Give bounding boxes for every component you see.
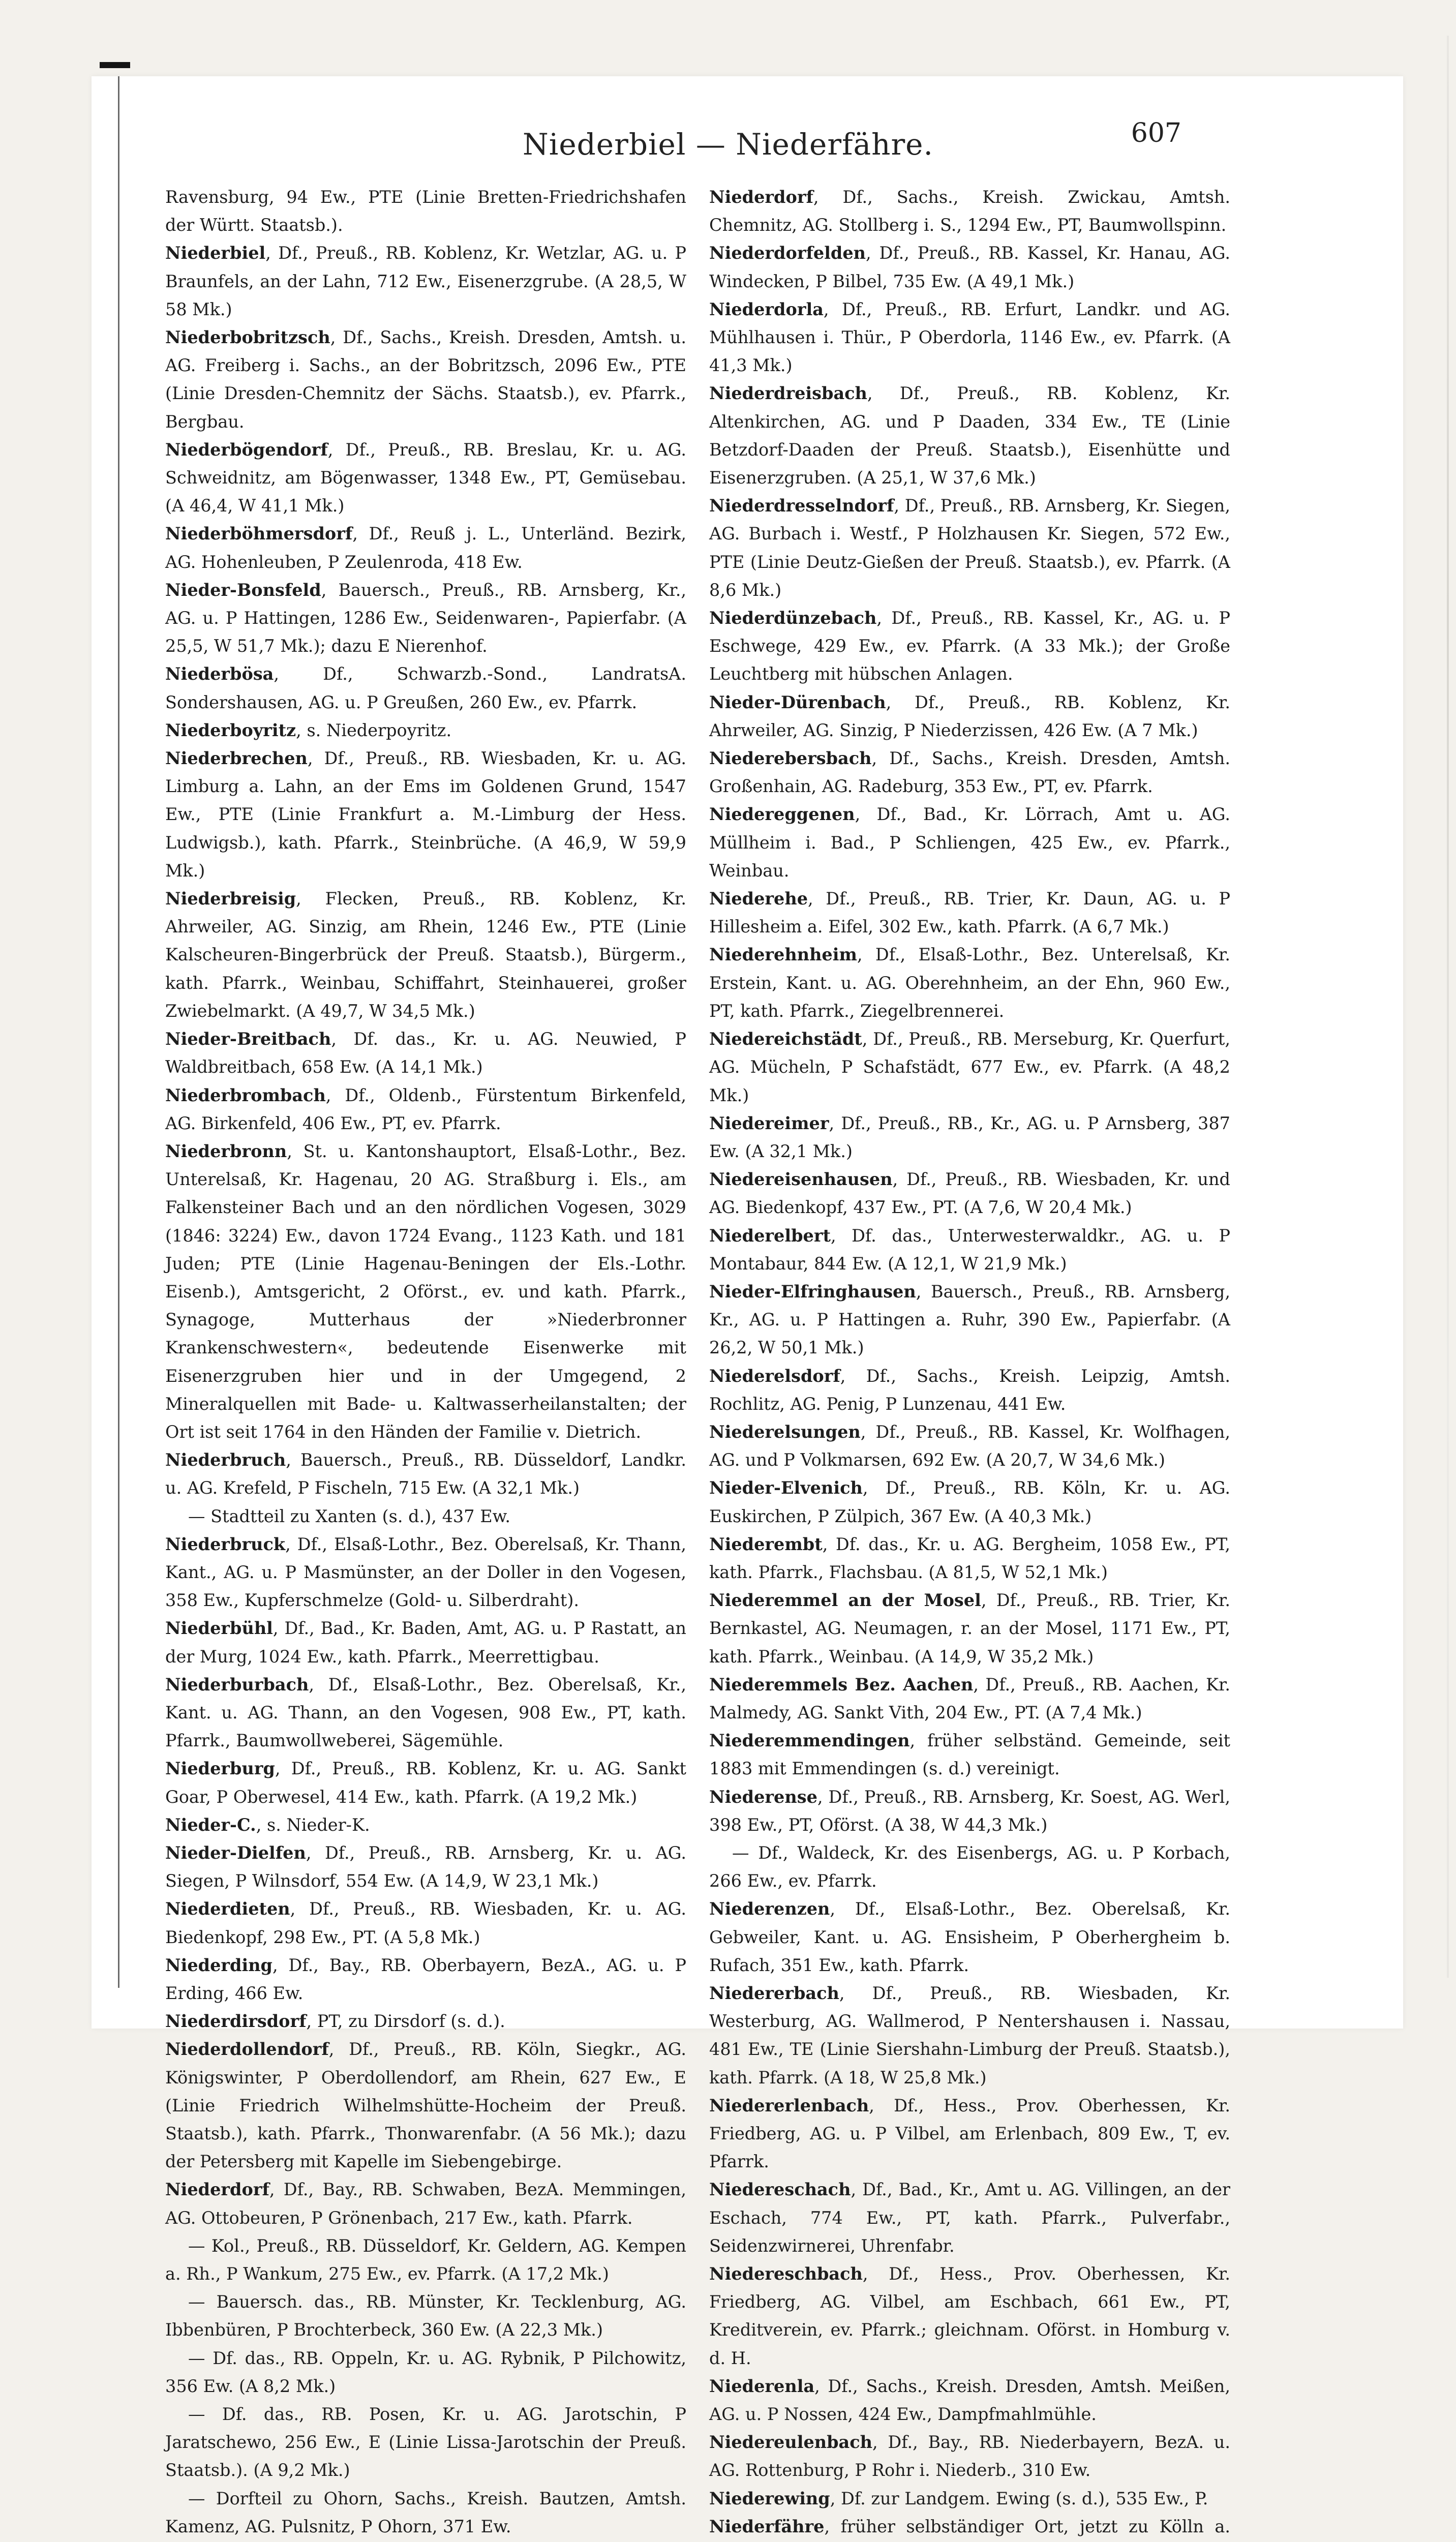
entry-text: , Df., Bad., Kr. Baden, Amt, AG. u. P Rastatt, an der Murg, 1024 Ew., kath. Pfarrk., Meerrettigbau. <box>165 1618 686 1667</box>
lexicon-entry <box>165 2007 686 2035</box>
entry-headword: Niederemmels Bez. Aachen <box>709 1674 974 1694</box>
entry-headword: Niederdorf <box>165 2180 269 2200</box>
entry-headword: Niederdünzebach <box>709 608 877 628</box>
entry-headword: Niederding <box>165 1955 272 1975</box>
entry-text: , Df., Elsaß-Lothr., Bez. Oberelsaß, Kr. Gebweiler, Kant. u. AG. Ensisheim, P Oberhergheim b. Rufach, 351 Ew., kath. Pfarrk. <box>709 1899 1230 1975</box>
entry-headword: Nieder-Dielfen <box>165 1842 306 1863</box>
lexicon-entry <box>709 2485 1230 2513</box>
lexicon-entry <box>165 1951 686 2007</box>
entry-headword: Nieder-Dürenbach <box>709 692 886 712</box>
entry-text: , s. Niederpoyritz. <box>296 720 452 740</box>
entry-text: , früher selbständiger Ort, jetzt zu Kölln a. <box>824 2516 1230 2536</box>
entry-text: , Df., Sachs., Kreish. Zwickau, Amtsh. Chemnitz, AG. Stollberg i. S., 1294 Ew., PT, Baumwollspinn. <box>709 187 1230 235</box>
entry-headword: Niederburbach <box>165 1674 309 1694</box>
lexicon-entry <box>709 2260 1230 2372</box>
lexicon-entry <box>165 1671 686 1755</box>
entry-text: , Df., Bad., Kr. Lörrach, Amt u. AG. Müllheim i. Bad., P Schliengen, 425 Ew., ev. Pfarrk., Weinbau. <box>709 804 1230 881</box>
entry-text: — Dorfteil zu Ohorn, Sachs., Kreish. Bautzen, Amtsh. Kamenz, AG. Pulsnitz, P Ohorn, 371 Ew. <box>165 2488 686 2536</box>
lexicon-entry <box>165 1811 686 1839</box>
entry-headword: Niedereichstädt <box>709 1029 862 1049</box>
entry-text: , Df., Bay., RB. Schwaben, BezA. Memmingen, AG. Ottobeuren, P Grönenbach, 217 Ew., kath. Pfarrk. <box>165 2180 686 2228</box>
entry-headword: Niederbögendorf <box>165 439 328 460</box>
lexicon-entry <box>165 2400 686 2485</box>
entry-headword: Nieder-Elvenich <box>709 1478 863 1498</box>
entry-text: — Bauersch. das., RB. Münster, Kr. Tecklenburg, AG. Ibbenbüren, P Brochterbeck, 360 Ew. (A 22,3 Mk.) <box>165 2292 686 2340</box>
lexicon-entry <box>709 1278 1230 1362</box>
lexicon-entry <box>165 2232 686 2288</box>
entry-text: , Df., Preuß., RB., Kr., AG. u. P Arnsberg, 387 Ew. (A 32,1 Mk.) <box>709 1113 1230 1161</box>
entry-text: , Df., Preuß., RB. Arnsberg, Kr. Soest, AG. Werl, 398 Ew., PT, Oförst. (A 38, W 44,3 Mk.) <box>709 1787 1230 1835</box>
entry-headword: Nieder-C. <box>165 1814 256 1835</box>
entry-text: , Df., Preuß., RB. Koblenz, Kr. u. AG. Sankt Goar, P Oberwesel, 414 Ew., kath. Pfarrk. (A 19,2 Mk.) <box>165 1759 686 1807</box>
entry-text: , Df., Hess., Prov. Oberhessen, Kr. Friedberg, AG. u. P Vilbel, am Erlenbach, 809 Ew., T, ev. Pfarrk. <box>709 2095 1230 2172</box>
lexicon-entry <box>165 885 686 1025</box>
lexicon-entry <box>709 1530 1230 1586</box>
lexicon-entry <box>165 2485 686 2540</box>
entry-headword: Niederböhmersdorf <box>165 524 353 544</box>
entry-headword: Niederbrombach <box>165 1085 326 1105</box>
entry-headword: Niedereschach <box>709 2180 851 2200</box>
entry-headword: Niederbühl <box>165 1618 273 1639</box>
lexicon-entry <box>165 1895 686 1951</box>
entry-headword: Nieder-Bonsfeld <box>165 580 321 600</box>
entry-text: , Df., Bay., RB. Niederbayern, BezA. u. AG. Rottenburg, P Rohr i. Niederb., 310 Ew. <box>709 2432 1230 2480</box>
entry-headword: Niedererlenbach <box>709 2095 869 2115</box>
entry-text: , Df., Elsaß-Lothr., Bez. Unterelsaß, Kr. Erstein, Kant. u. AG. Oberehnheim, an der Ehn, 960 Ew., PT, kath. Pfarrk., Ziegelbrennerei. <box>709 945 1230 1021</box>
entry-text: , Df., Preuß., RB. Wiesbaden, Kr. u. AG. Biedenkopf, 298 Ew., PT. (A 5,8 Mk.) <box>165 1899 686 1947</box>
entry-text: — Df. das., RB. Oppeln, Kr. u. AG. Rybnik, P Pilchowitz, 356 Ew. (A 8,2 Mk.) <box>165 2348 686 2396</box>
lexicon-entry <box>709 1222 1230 1278</box>
lexicon-entry <box>709 885 1230 941</box>
lexicon-entry <box>165 1614 686 1670</box>
entry-text: , St. u. Kantonshauptort, Elsaß-Lothr., Bez. Unterelsaß, Kr. Hagenau, 20 AG. Straßburg i. Els., am Falkensteiner Bach und an den nördlichen Vogesen, 3029 (1846: 3224) Ew., davon 1724 Evang., 1123 Kath. und 181 Juden; PTE (Linie Hagenau-Beningen der Els.-Lothr. Eisenb.), Amtsgericht, 2 Oförst., ev. und kath. Pfarrk., Synagoge, Mutterhaus der »Niederbronner Krankenschwestern«, bedeutende Eisenwerke mit Eisenerzgruben hier und in der Umgegend, 2 Mineralquellen mit Bade- u. Kaltwasserheilanstalten; der Ort ist seit 1764 in den Händen der Familie v. Dietrich. <box>165 1141 686 1442</box>
lexicon-entry <box>165 183 686 239</box>
lexicon-entry <box>709 1109 1230 1165</box>
entry-headword: Niederdollendorf <box>165 2039 329 2060</box>
entry-headword: Niederemmel an der Mosel <box>709 1590 981 1611</box>
right-column <box>709 183 1230 2542</box>
entry-text: , Df., Preuß., RB. Erfurt, Landkr. und AG. Mühlhausen i. Thür., P Oberdorla, 1146 Ew., ev. Pfarrk. (A 41,3 Mk.) <box>709 299 1230 376</box>
lexicon-entry <box>709 1362 1230 1418</box>
entry-headword: Niederbösa <box>165 664 274 684</box>
entry-headword: Niedererbach <box>709 1983 839 2003</box>
entry-text: , früher selbständ. Gemeinde, seit 1883 mit Emmendingen (s. d.) vereinigt. <box>709 1731 1230 1779</box>
entry-text: , Df., Preuß., RB. Kassel, Kr. Wolfhagen, AG. und P Volkmarsen, 692 Ew. (A 20,7, W 34,6 Mk.) <box>709 1421 1230 1470</box>
entry-text: , Df., Preuß., RB. Kassel, Kr., AG. u. P Eschwege, 429 Ew., ev. Pfarrk. (A 33 Mk.); der Große Leuchtberg mit hübschen Anlagen. <box>709 608 1230 684</box>
lexicon-entry <box>709 2428 1230 2484</box>
lexicon-entry <box>165 2175 686 2231</box>
lexicon-entry <box>165 1839 686 1895</box>
entry-headword: Niedereimer <box>709 1113 829 1133</box>
scan-edge-shadow <box>1447 36 1449 1978</box>
entry-headword: Niederbobritzsch <box>165 327 330 348</box>
lexicon-entry <box>709 744 1230 800</box>
entry-text: — Df. das., RB. Posen, Kr. u. AG. Jarotschin, P Jaratschewo, 256 Ew., E (Linie Lissa-Jarotschin der Preuß. Staatsb.). (A 9,2 Mk.) <box>165 2404 686 2480</box>
entry-headword: Niederdreisbach <box>709 383 867 404</box>
entry-text: , Df., Preuß., RB. Aachen, Kr. Malmedy, AG. Sankt Vith, 204 Ew., PT. (A 7,4 Mk.) <box>709 1674 1230 1722</box>
entry-headword: Niederewing <box>709 2488 830 2508</box>
entry-text: , Df., Elsaß-Lothr., Bez. Oberelsaß, Kr. Thann, Kant., AG. u. P Masmünster, an der Doller in den Vogesen, 358 Ew., Kupferschmelze (Gold- u. Silberdraht). <box>165 1534 686 1611</box>
entry-text: , Df., Elsaß-Lothr., Bez. Oberelsaß, Kr., Kant. u. AG. Thann, an den Vogesen, 908 Ew., PT, kath. Pfarrk., Baumwollweberei, Sägemühle. <box>165 1674 686 1751</box>
lexicon-entry <box>165 436 686 520</box>
running-header: Niederbiel — Niederfähre. <box>523 127 933 162</box>
entry-headword: Niederdorla <box>709 299 824 319</box>
entry-headword: Niederdresselndorf <box>709 496 894 516</box>
entry-text: — Stadtteil zu Xanten (s. d.), 437 Ew. <box>188 1506 510 1526</box>
page-number: 607 <box>1131 118 1181 148</box>
lexicon-entry <box>165 1025 686 1081</box>
entry-text: , Df., Bay., RB. Oberbayern, BezA., AG. u. P Erding, 466 Ew. <box>165 1955 686 2003</box>
lexicon-entry <box>709 1165 1230 1221</box>
lexicon-entry <box>709 941 1230 1025</box>
lexicon-entry <box>709 1474 1230 1530</box>
binding-edge-mark <box>100 62 130 68</box>
entry-text: , Df., Oldenb., Fürstentum Birkenfeld, AG. Birkenfeld, 406 Ew., PT, ev. Pfarrk. <box>165 1085 686 1133</box>
lexicon-entry <box>709 1586 1230 1671</box>
lexicon-entry <box>709 604 1230 688</box>
entry-headword: Niederehnheim <box>709 945 857 965</box>
entry-headword: Niedereschbach <box>709 2264 863 2284</box>
lexicon-entry <box>709 2513 1230 2542</box>
entry-text: , Df., Reuß j. L., Unterländ. Bezirk, AG. Hohenleuben, P Zeulenroda, 418 Ew. <box>165 524 686 572</box>
entry-headword: Niederbiel <box>165 243 266 263</box>
entry-text: , Df., Bad., Kr., Amt u. AG. Villingen, an der Eschach, 774 Ew., PT, kath. Pfarrk., Pulverfabr., Seidenzwirnerei, Uhrenfabr. <box>709 2180 1230 2256</box>
entry-text: , Df., Preuß., RB. Trier, Kr. Bernkastel, AG. Neumagen, r. an der Mosel, 1171 Ew., PT, kath. Pfarrk., Weinbau. (A 14,9, W 35,2 Mk.) <box>709 1590 1230 1667</box>
entry-text: , Df., Preuß., RB. Arnsberg, Kr. Siegen, AG. Burbach i. Westf., P Holzhausen Kr. Siegen, 572 Ew., PTE (Linie Deutz-Gießen der Preuß. Staatsb.), ev. Pfarrk. (A 8,6 Mk.) <box>709 496 1230 600</box>
lexicon-entry <box>709 800 1230 885</box>
lexicon-entry <box>165 2288 686 2344</box>
lexicon-entry <box>165 2344 686 2400</box>
entry-text: , Df., Sachs., Kreish. Dresden, Amtsh. Großenhain, AG. Radeburg, 353 Ew., PT, ev. Pfarrk. <box>709 748 1230 797</box>
entry-text: , Bauersch., Preuß., RB. Arnsberg, Kr., AG. u. P Hattingen a. Ruhr, 390 Ew., Papierfabr. (A 26,2, W 50,1 Mk.) <box>709 1281 1230 1358</box>
entry-headword: Niederdorfelden <box>709 243 866 263</box>
entry-text: , Df. zur Landgem. Ewing (s. d.), 535 Ew., P. <box>830 2488 1208 2508</box>
lexicon-entry <box>709 239 1230 295</box>
lexicon-entry <box>709 1671 1230 1727</box>
entry-headword: Niederboyritz <box>165 720 296 740</box>
lexicon-entry <box>709 1418 1230 1474</box>
entry-headword: Niederebersbach <box>709 748 872 769</box>
lexicon-entry <box>709 2372 1230 2428</box>
entry-text: , Df. das., Kr. u. AG. Neuwied, P Waldbreitbach, 658 Ew. (A 14,1 Mk.) <box>165 1029 686 1077</box>
lexicon-entry <box>709 1895 1230 1979</box>
lexicon-entry <box>165 1137 686 1446</box>
entry-headword: Niederehe <box>709 889 808 909</box>
lexicon-entry <box>165 1081 686 1137</box>
entry-text: , Df., Sachs., Kreish. Dresden, Amtsh. Meißen, AG. u. P Nossen, 424 Ew., Dampfmahlmühle. <box>709 2376 1230 2425</box>
entry-text: , Df., Preuß., RB. Koblenz, Kr. Ahrweiler, AG. Sinzig, P Niederzissen, 426 Ew. (A 7 Mk.) <box>709 692 1230 740</box>
lexicon-entry <box>165 520 686 576</box>
entry-text: , s. Nieder-K. <box>256 1814 370 1835</box>
entry-headword: Nieder-Breitbach <box>165 1029 331 1049</box>
entry-text: , Bauersch., Preuß., RB. Arnsberg, Kr., AG. u. P Hattingen, 1286 Ew., Seidenwaren-, Papierfabr. (A 25,5, W 51,7 Mk.); dazu E Nierenhof. <box>165 580 686 656</box>
entry-headword: Niederense <box>709 1787 817 1807</box>
entry-headword: Niederemmendingen <box>709 1731 910 1751</box>
entry-text: , Bauersch., Preuß., RB. Düsseldorf, Landkr. u. AG. Krefeld, P Fischeln, 715 Ew. (A 32,1 Mk.) <box>165 1450 686 1498</box>
entry-text: , Df., Sachs., Kreish. Dresden, Amtsh. u. AG. Freiberg i. Sachs., an der Bobritzsch, 2096 Ew., PTE (Linie Dresden-Chemnitz der Sächs. Staatsb.), ev. Pfarrk., Bergbau. <box>165 327 686 432</box>
lexicon-entry <box>165 239 686 323</box>
entry-headword: Nieder-Elfringhausen <box>709 1281 916 1302</box>
entry-headword: Niederelbert <box>709 1225 831 1246</box>
entry-headword: Niederfähre <box>709 2516 825 2536</box>
entry-text: , Df., Preuß., RB. Merseburg, Kr. Querfurt, AG. Mücheln, P Schafstädt, 677 Ew., ev. Pfarrk. (A 48,2 Mk.) <box>709 1029 1230 1105</box>
lexicon-entry <box>709 1783 1230 1839</box>
entry-text: — Df., Waldeck, Kr. des Eisenbergs, AG. u. P Korbach, 266 Ew., ev. Pfarrk. <box>709 1842 1230 1891</box>
entry-text: , Df., Sachs., Kreish. Leipzig, Amtsh. Rochlitz, AG. Penig, P Lunzenau, 441 Ew. <box>709 1366 1230 1414</box>
lexicon-entry <box>165 2035 686 2175</box>
entry-text: , Df., Preuß., RB. Köln, Siegkr., AG. Königswinter, P Oberdollendorf, am Rhein, 627 Ew., E (Linie Friedrich Wilhelmshütte-Hocheim der Preuß. Staatsb.), kath. Pfarrk., Thonwarenfabr. (A 56 Mk.); dazu der Petersberg mit Kapelle im Siebengebirge. <box>165 2039 686 2172</box>
entry-text: — Kol., Preuß., RB. Düsseldorf, Kr. Geldern, AG. Kempen a. Rh., P Wankum, 275 Ew., ev. Pfarrk. (A 17,2 Mk.) <box>165 2235 686 2284</box>
entry-headword: Niederbreisig <box>165 889 296 909</box>
entry-text: , Df., Preuß., RB. Breslau, Kr. u. AG. Schweidnitz, am Bögenwasser, 1348 Ew., PT, Gemüsebau. (A 46,4, W 41,1 Mk.) <box>165 439 686 516</box>
entry-text: Ravensburg, 94 Ew., PTE (Linie Bretten-Friedrichshafen der Württ. Staatsb.). <box>165 187 686 235</box>
entry-text: , Flecken, Preuß., RB. Koblenz, Kr. Ahrweiler, AG. Sinzig, am Rhein, 1246 Ew., PTE (Linie Kalscheuren-Bingerbrück der Preuß. Staatsb.), Bürgerm., kath. Pfarrk., Weinbau, Schiffahrt, Steinhauerei, großer Zwiebelmarkt. (A 49,7, W 34,5 Mk.) <box>165 889 686 1021</box>
entry-headword: Niederenzen <box>709 1899 830 1919</box>
lexicon-entry <box>165 1530 686 1615</box>
lexicon-entry <box>709 379 1230 492</box>
entry-text: , Df., Preuß., RB. Koblenz, Kr. Wetzlar, AG. u. P Braunfels, an der Lahn, 712 Ew., Eisenerzgrube. (A 28,5, W 58 Mk.) <box>165 243 686 319</box>
lexicon-entry <box>709 295 1230 380</box>
entry-headword: Niederelsungen <box>709 1421 861 1442</box>
lexicon-entry <box>165 744 686 885</box>
entry-headword: Niedereggenen <box>709 804 855 825</box>
entry-text: , Df., Preuß., RB. Koblenz, Kr. Altenkirchen, AG. und P Daaden, 334 Ew., TE (Linie Betzdorf-Daaden der Preuß. Staatsb.), Eisenhütte und Eisenerzgruben. (A 25,1, W 37,6 Mk.) <box>709 383 1230 488</box>
lexicon-entry <box>165 576 686 660</box>
entry-text: , Df., Preuß., RB. Kassel, Kr. Hanau, AG. Windecken, P Bilbel, 735 Ew. (A 49,1 Mk.) <box>709 243 1230 291</box>
lexicon-entry <box>709 1727 1230 1782</box>
entry-text: , Df., Schwarzb.-Sond., LandratsA. Sondershausen, AG. u. P Greußen, 260 Ew., ev. Pfarrk. <box>165 664 686 712</box>
lexicon-entry <box>165 1446 686 1502</box>
lexicon-entry <box>709 1839 1230 1895</box>
entry-headword: Niedereisenhausen <box>709 1169 893 1190</box>
entry-text: , Df., Preuß., RB. Wiesbaden, Kr. Westerburg, AG. Wallmerod, P Nentershausen i. Nassau, 481 Ew., TE (Linie Siershahn-Limburg der Preuß. Staatsb.), kath. Pfarrk. (A 18, W 25,8 Mk.) <box>709 1983 1230 2087</box>
entry-text: , Df. das., Unterwesterwaldkr., AG. u. P Montabaur, 844 Ew. (A 12,1, W 21,9 Mk.) <box>709 1225 1230 1274</box>
entry-headword: Niederburg <box>165 1759 275 1779</box>
entry-text: , Df., Preuß., RB. Köln, Kr. u. AG. Euskirchen, P Zülpich, 367 Ew. (A 40,3 Mk.) <box>709 1478 1230 1526</box>
entry-text: , PT, zu Dirsdorf (s. d.). <box>306 2011 505 2032</box>
entry-headword: Niederembt <box>709 1534 823 1554</box>
entry-headword: Niederdieten <box>165 1899 290 1919</box>
entry-text: , Df., Hess., Prov. Oberhessen, Kr. Friedberg, AG. Vilbel, am Eschbach, 661 Ew., PT, Kreditverein, ev. Pfarrk.; gleichnam. Oförst. in Homburg v. d. H. <box>709 2264 1230 2368</box>
lexicon-entry <box>709 492 1230 604</box>
lexicon-entry <box>165 323 686 436</box>
entry-headword: Niederbruch <box>165 1450 286 1470</box>
entry-text: , Df., Preuß., RB. Trier, Kr. Daun, AG. u. P Hillesheim a. Eifel, 302 Ew., kath. Pfarrk. (A 6,7 Mk.) <box>709 889 1230 937</box>
entry-headword: Niederdirsdorf <box>165 2011 307 2032</box>
entry-headword: Niederbruck <box>165 1534 286 1554</box>
lexicon-entry <box>709 183 1230 239</box>
lexicon-entry <box>709 688 1230 744</box>
entry-headword: Niederelsdorf <box>709 1366 840 1386</box>
lexicon-entry <box>709 1025 1230 1109</box>
lexicon-entry <box>165 716 686 744</box>
entry-headword: Niederbrechen <box>165 748 308 769</box>
entry-headword: Niederenla <box>709 2376 815 2396</box>
lexicon-entry <box>165 660 686 716</box>
entry-text: , Df. das., Kr. u. AG. Bergheim, 1058 Ew., PT, kath. Pfarrk., Flachsbau. (A 81,5, W 52,1 Mk.) <box>709 1534 1230 1582</box>
entry-headword: Niederdorf <box>709 187 813 207</box>
lexicon-entry <box>709 1979 1230 2092</box>
entry-text: , Df., Preuß., RB. Wiesbaden, Kr. und AG. Biedenkopf, 437 Ew., PT. (A 7,6, W 20,4 Mk.) <box>709 1169 1230 1218</box>
lexicon-entry <box>165 1502 686 1530</box>
lexicon-entry <box>165 1754 686 1810</box>
entry-text: , Df., Preuß., RB. Arnsberg, Kr. u. AG. Siegen, P Wilnsdorf, 554 Ew. (A 14,9, W 23,1 Mk.) <box>165 1842 686 1891</box>
lexicon-entry <box>709 2175 1230 2260</box>
left-column <box>165 183 686 2540</box>
entry-headword: Niederbronn <box>165 1141 287 1161</box>
page-edge-line <box>118 76 119 1988</box>
entry-headword: Niedereulenbach <box>709 2432 872 2453</box>
lexicon-entry <box>709 2092 1230 2176</box>
entry-text: , Df., Preuß., RB. Wiesbaden, Kr. u. AG. Limburg a. Lahn, an der Ems im Goldenen Grund, 1547 Ew., PTE (Linie Frankfurt a. M.-Limburg der Hess. Ludwigsb.), kath. Pfarrk., Steinbrüche. (A 46,9, W 59,9 Mk.) <box>165 748 686 881</box>
